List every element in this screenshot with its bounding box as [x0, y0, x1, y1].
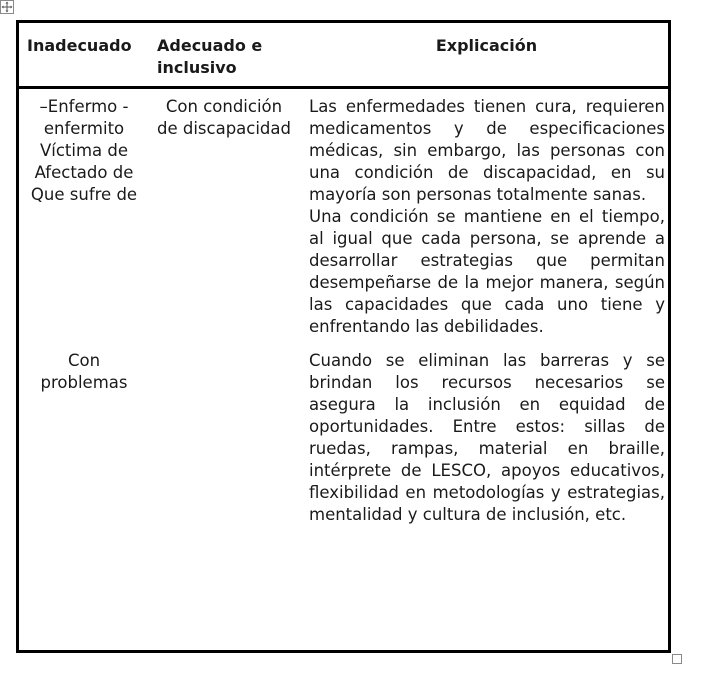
row1-explicacion-paragraph-1: Las enfermedades tienen cura, requieren medicamentos y de especificaciones médicas, sin embargo, las personas con una condición de discapacidad, en su mayoría son personas totalmente sanas. [309, 97, 665, 204]
header-inadecuado: Inadecuado [27, 36, 132, 55]
terminology-table [16, 20, 671, 653]
row1-adecuado: Con condición de discapacidad [156, 97, 291, 138]
header-explicacion: Explicación [435, 36, 538, 55]
row1-explicacion-paragraph-2: Una condición se mantiene en el tiempo, al igual que cada persona, se aprende a desarrollar estrategias que permitan desempeñarse de la mejor manera, según las capacidades que cada uno tiene y enfrentando las debilidades. [309, 207, 665, 336]
table-header-row [19, 23, 668, 89]
table-resize-handle[interactable] [672, 654, 682, 664]
header-adecuado: Adecuado e inclusivo [157, 36, 263, 77]
row1-inadecuado: –Enfermo - enfermito Víctima de Afectado de Que sufre de [30, 97, 138, 204]
row2-inadecuado: Con problemas [40, 351, 128, 392]
row2-explicacion [309, 350, 665, 526]
table-move-handle-icon[interactable] [0, 0, 14, 14]
row2-explicacion-paragraph-1: Cuando se eliminan las barreras y se brindan los recursos necesarios se asegura la inclusión en equidad de oportunidades. Entre estos: sillas de ruedas, rampas, material en braille, intérprete de LESCO, apoyos educativos, flexibilidad en metodologías y estrategias, mentalidad y cultura de inclusión, etc. [309, 351, 665, 524]
row1-explicacion [309, 96, 665, 338]
